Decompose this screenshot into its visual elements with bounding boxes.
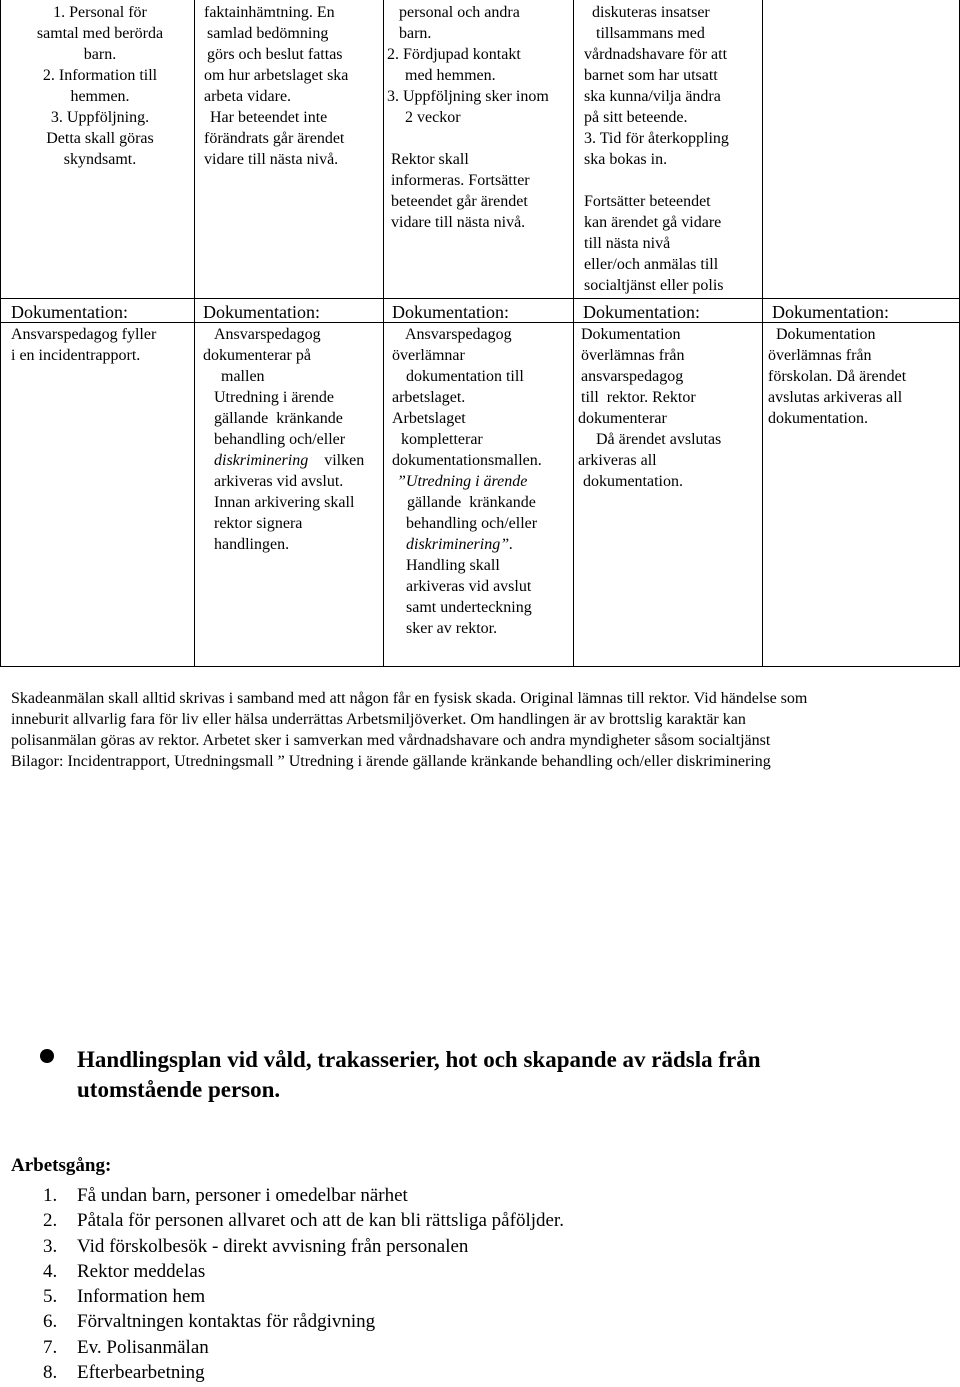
cell-line: Dokumentation (776, 326, 876, 343)
subheading: Arbetsgång: (11, 1155, 112, 1176)
cell-line: 3. Uppföljning sker inom (387, 88, 549, 105)
cell-line: dokumentation. (768, 410, 868, 427)
cell-line: förskolan. Då ärendet (768, 368, 907, 385)
column-header: Dokumentation: (772, 302, 889, 322)
cell-line: socialtjänst eller polis (584, 277, 724, 294)
cell-line: Ansvarspedagog (214, 326, 321, 343)
cell-line: 2. Information till (42, 67, 158, 84)
footer-line: inneburit allvarlig fara för liv eller hälsa underrättas Arbetsmiljöverket. Om handlingen är av brottslig karaktär kan (11, 711, 746, 728)
cell-line: kan ärendet gå vidare (584, 214, 722, 231)
step-text: Efterbearbetning (77, 1362, 205, 1384)
table-cell-level-2 (204, 2, 380, 170)
cell-line: 2. Fördjupad kontakt (387, 46, 521, 63)
cell-line: i en incidentrapport. (11, 347, 141, 364)
list-item (11, 1234, 564, 1259)
cell-line: förändrats går ärendet (204, 130, 345, 147)
cell-line: dokumentation. (583, 473, 683, 490)
cell-line: mallen (221, 368, 265, 385)
cell-line: samlad bedömning (207, 25, 329, 42)
cell-line: Arbetslaget (392, 410, 466, 427)
doc-cell-level-3 (392, 324, 572, 639)
cell-line: Ansvarspedagog fyller (11, 326, 157, 343)
cell-line: till rektor. Rektor (581, 389, 696, 406)
cell-line: dokumentationsmallen. (392, 452, 542, 469)
cell-line: Handling skall (406, 557, 500, 574)
list-item (11, 1360, 564, 1385)
doc-cell-level-5 (768, 324, 954, 429)
table-divider (194, 0, 195, 667)
cell-line: informeras. Fortsätter (391, 172, 530, 189)
table-cell-level-4 (584, 2, 758, 296)
cell-line: dokumenterar på (203, 347, 311, 364)
cell-line: gällande kränkande (407, 494, 536, 511)
list-item (11, 1335, 564, 1360)
cell-line: Detta skall göras (46, 130, 154, 147)
footer-line: polisanmälan göras av rektor. Arbetet sker i samverkan med vårdnadshavare och andra myndigheter såsom socialtjänst (11, 732, 771, 749)
cell-line: kompletterar (401, 431, 483, 448)
cell-line: Rektor skall (391, 151, 469, 168)
table-divider (383, 0, 384, 667)
cell-line: personal och andra (399, 4, 520, 21)
cell-line: hemmen. (70, 88, 130, 105)
cell-line: samt underteckning (406, 599, 532, 616)
cell-line: ska kunna/vilja ändra (584, 88, 721, 105)
cell-line-italic: diskriminering (214, 452, 309, 469)
cell-line (387, 128, 571, 149)
list-item (11, 1284, 564, 1309)
table-row-divider (0, 298, 960, 299)
step-text: Information hem (77, 1286, 206, 1308)
table-cell-level-1 (12, 2, 188, 170)
cell-line: eller/och anmälas till (584, 256, 719, 273)
cell-line: 2 veckor (405, 109, 461, 126)
doc-cell-level-1 (11, 324, 191, 366)
cell-line: barn. (83, 46, 117, 63)
cell-line: arbeta vidare. (204, 88, 292, 105)
column-header: Dokumentation: (392, 302, 509, 322)
list-item (11, 1259, 564, 1284)
cell-line: Utredning i ärende (214, 389, 334, 406)
cell-line: görs och beslut fattas (207, 46, 343, 63)
cell-line: sker av rektor. (406, 620, 498, 637)
cell-line: överlämnas från (768, 347, 872, 364)
step-number: 1. (43, 1185, 58, 1206)
cell-line-italic: ”Utredning i ärende (397, 473, 528, 490)
step-number: 8. (43, 1362, 58, 1384)
cell-line: överlämnas från (581, 347, 685, 364)
cell-line: skyndsamt. (63, 151, 137, 168)
list-item (11, 1309, 564, 1334)
footer-note (11, 688, 951, 772)
list-item (11, 1183, 564, 1208)
cell-line: rektor signera (214, 515, 303, 532)
cell-line: Då ärendet avslutas (596, 431, 722, 448)
table-divider (762, 0, 763, 667)
cell-line: behandling och/eller (406, 515, 538, 532)
cell-line: beteendet går ärendet (391, 193, 528, 210)
column-header: Dokumentation: (203, 302, 320, 322)
step-number: 5. (43, 1286, 58, 1308)
table-cell-level-3 (387, 2, 571, 233)
bullet-icon (40, 1049, 54, 1063)
cell-line (584, 170, 758, 191)
cell-line: barn. (399, 25, 432, 42)
cell-line: vilken (324, 452, 365, 469)
cell-line: ska bokas in. (584, 151, 668, 168)
footer-line: Bilagor: Incidentrapport, Utredningsmall ” Utredning i ärende gällande kränkande behandling och/eller diskriminering (11, 753, 771, 770)
step-number: 4. (43, 1260, 58, 1282)
list-item (11, 1208, 564, 1233)
step-text: Vid förskolbesök - direkt avvisning från personalen (77, 1235, 469, 1257)
step-text: Förvaltningen kontaktas för rådgivning (77, 1311, 376, 1333)
cell-line: Innan arkivering skall (214, 494, 355, 511)
step-text: Få undan barn, personer i omedelbar närhet (77, 1185, 408, 1206)
cell-line: avslutas arkiveras all (768, 389, 903, 406)
cell-line: faktainhämtning. En (204, 4, 335, 21)
cell-line: samtal med berörda (36, 25, 164, 42)
cell-line: diskuteras insatser (592, 4, 710, 21)
cell-line: behandling och/eller (214, 431, 346, 448)
cell-line: Ansvarspedagog (405, 326, 512, 343)
cell-line: barnet som har utsatt (584, 67, 718, 84)
cell-line: arkiveras vid avslut. (214, 473, 344, 490)
cell-line: på sitt beteende. (584, 109, 688, 126)
cell-line: vidare till nästa nivå. (391, 214, 526, 231)
cell-line: ansvarspedagog (581, 368, 684, 385)
table-border-bottom (0, 666, 960, 667)
step-text: Påtala för personen allvaret och att de kan bli rättsliga påföljder. (77, 1210, 564, 1232)
cell-line: till nästa nivå (584, 235, 671, 252)
cell-line: dokumentation till (406, 368, 524, 385)
cell-line: gällande kränkande (214, 410, 343, 427)
cell-line: 1. Personal för (53, 4, 147, 21)
cell-line: vidare till nästa nivå. (204, 151, 339, 168)
heading-line: Handlingsplan vid våld, trakasserier, hot och skapande av rädsla från (77, 1047, 761, 1072)
step-number: 7. (43, 1336, 58, 1358)
cell-line: 3. Uppföljning. (50, 109, 150, 126)
table-border-left (0, 0, 1, 667)
cell-line: vårdnadshavare för att (584, 46, 728, 63)
cell-line: arbetslaget. (392, 389, 466, 406)
step-text: Ev. Polisanmälan (77, 1336, 209, 1358)
cell-line: Har beteendet inte (210, 109, 328, 126)
cell-line-italic: diskriminering”. (406, 536, 514, 553)
column-header: Dokumentation: (583, 302, 700, 322)
doc-cell-level-2 (203, 324, 381, 555)
cell-line: Fortsätter beteendet (584, 193, 711, 210)
column-header: Dokumentation: (11, 302, 128, 322)
steps-list (11, 1183, 564, 1385)
step-number: 3. (43, 1235, 58, 1257)
cell-line: Dokumentation (581, 326, 681, 343)
doc-cell-level-4 (578, 324, 760, 492)
table-divider (573, 0, 574, 667)
step-number: 2. (43, 1210, 58, 1232)
cell-line: handlingen. (214, 536, 290, 553)
cell-line: med hemmen. (405, 67, 496, 84)
footer-line: Skadeanmälan skall alltid skrivas i samband med att någon får en fysisk skada. Original lämnas till rektor. Vid händelse som (11, 690, 808, 707)
heading-line: utomstående person. (77, 1077, 281, 1102)
cell-line: dokumenterar (578, 410, 667, 427)
cell-line: arkiveras all (578, 452, 657, 469)
step-text: Rektor meddelas (77, 1260, 206, 1282)
section-heading (77, 1045, 937, 1105)
cell-line: tillsammans med (596, 25, 705, 42)
cell-line: arkiveras vid avslut (406, 578, 532, 595)
cell-line: om hur arbetslaget ska (204, 67, 349, 84)
cell-line: överlämnar (392, 347, 465, 364)
step-number: 6. (43, 1311, 58, 1333)
cell-line: 3. Tid för återkoppling (584, 130, 729, 147)
